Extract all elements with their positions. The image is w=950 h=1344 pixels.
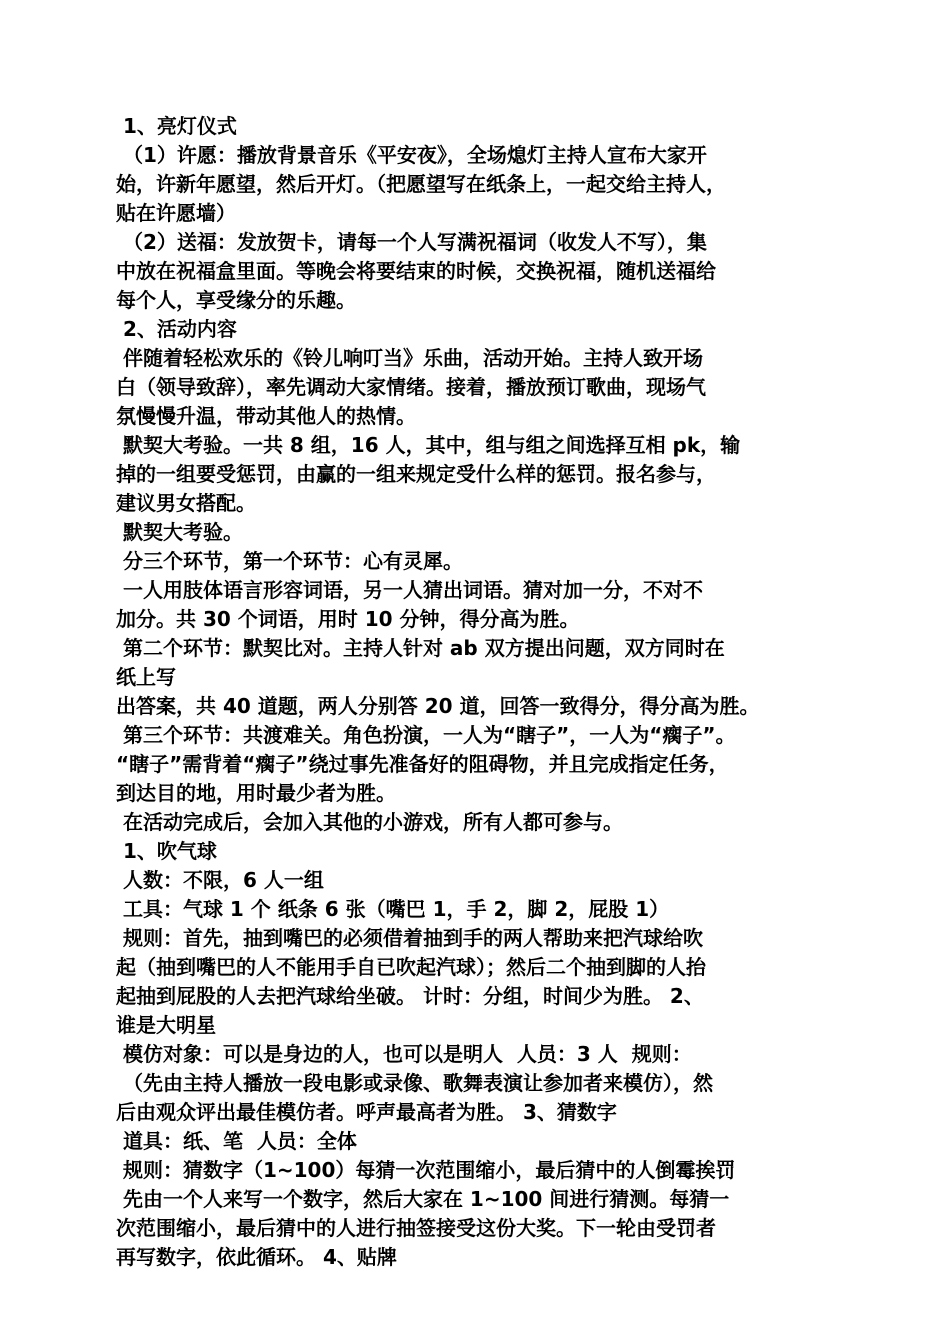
text-line: 工具：气球 1 个 纸条 6 张（嘴巴 1，手 2，脚 2，屁股 1） — [116, 897, 670, 921]
text-line: 掉的一组要受惩罚，由赢的一组来规定受什么样的惩罚。报名参与， — [116, 462, 716, 486]
text-line: 后由观众评出最佳模仿者。呼声最高者为胜。 3、猜数字 — [116, 1100, 617, 1124]
text-line: 规则：猜数字（1~100）每猜一次范围缩小，最后猜中的人倒霉挨罚 — [116, 1158, 736, 1182]
text-line: 始，许新年愿望，然后开灯。（把愿望写在纸条上，一起交给主持人， — [116, 172, 726, 196]
text-line: 1、亮灯仪式 — [116, 114, 237, 138]
text-line: （先由主持人播放一段电影或录像、歌舞表演让参加者来模仿），然 — [116, 1071, 713, 1095]
text-line: 加分。共 30 个词语，用时 10 分钟，得分高为胜。 — [116, 607, 580, 631]
text-line: 规则：首先，抽到嘴巴的必须借着抽到手的两人帮助来把汽球给吹 — [116, 926, 703, 950]
text-line: 一人用肢体语言形容词语，另一人猜出词语。猜对加一分，不对不 — [116, 578, 703, 602]
text-line: 在活动完成后，会加入其他的小游戏，所有人都可参与。 — [116, 810, 623, 834]
text-line: 第三个环节：共渡难关。角色扮演，一人为“瞎子”，一人为“瘸子”。 — [116, 723, 736, 747]
text-line: 人数：不限，6 人一组 — [116, 868, 324, 892]
text-line: 分三个环节，第一个环节：心有灵犀。 — [116, 549, 463, 573]
text-line: 模仿对象：可以是身边的人，也可以是明人 人员：3 人 规则： — [116, 1042, 692, 1066]
text-line: “瞎子”需背着“瘸子”绕过事先准备好的阻碍物，并且完成指定任务， — [116, 752, 729, 776]
text-line: （2）送福：发放贺卡，请每一个人写满祝福词（收发人不写），集 — [116, 230, 707, 254]
text-line: 第二个环节：默契比对。主持人针对 ab 双方提出问题，双方同时在 — [116, 636, 725, 660]
text-line: 氛慢慢升温，带动其他人的热情。 — [116, 404, 416, 428]
text-line: 谁是大明星 — [116, 1013, 216, 1037]
text-line: （1）许愿：播放背景音乐《平安夜》，全场熄灯主持人宣布大家开 — [116, 143, 707, 167]
text-line: 先由一个人来写一个数字，然后大家在 1~100 间进行猜测。每猜一 — [116, 1187, 730, 1211]
document-page — [116, 112, 856, 1272]
text-line: 起抽到屁股的人去把汽球给坐破。 计时：分组，时间少为胜。 2、 — [116, 984, 704, 1008]
text-line: 伴随着轻松欢乐的《铃儿响叮当》乐曲，活动开始。主持人致开场 — [116, 346, 703, 370]
text-line: 1、吹气球 — [116, 839, 217, 863]
text-line: 2、活动内容 — [116, 317, 237, 341]
text-line: 再写数字，依此循环。 4、贴牌 — [116, 1245, 397, 1269]
text-line: 建议男女搭配。 — [116, 491, 256, 515]
text-line: 次范围缩小，最后猜中的人进行抽签接受这份大奖。下一轮由受罚者 — [116, 1216, 716, 1240]
text-line: 中放在祝福盒里面。等晚会将要结束的时候，交换祝福，随机送福给 — [116, 259, 716, 283]
text-line: 每个人，享受缘分的乐趣。 — [116, 288, 356, 312]
text-line: 白（领导致辞），率先调动大家情绪。接着，播放预订歌曲，现场气 — [116, 375, 706, 399]
text-line: 起（抽到嘴巴的人不能用手自已吹起汽球）；然后二个抽到脚的人抬 — [116, 955, 706, 979]
text-line: 默契大考验。一共 8 组，16 人，其中，组与组之间选择互相 pk，输 — [116, 433, 741, 457]
text-line: 纸上写 — [116, 665, 176, 689]
text-line: 贴在许愿墙） — [116, 201, 236, 225]
text-line: 道具：纸、笔 人员：全体 — [116, 1129, 357, 1153]
text-line: 到达目的地，用时最少者为胜。 — [116, 781, 396, 805]
text-line: 出答案，共 40 道题，两人分别答 20 道，回答一致得分，得分高为胜。 — [116, 694, 760, 718]
text-line: 默契大考验。 — [116, 520, 243, 544]
